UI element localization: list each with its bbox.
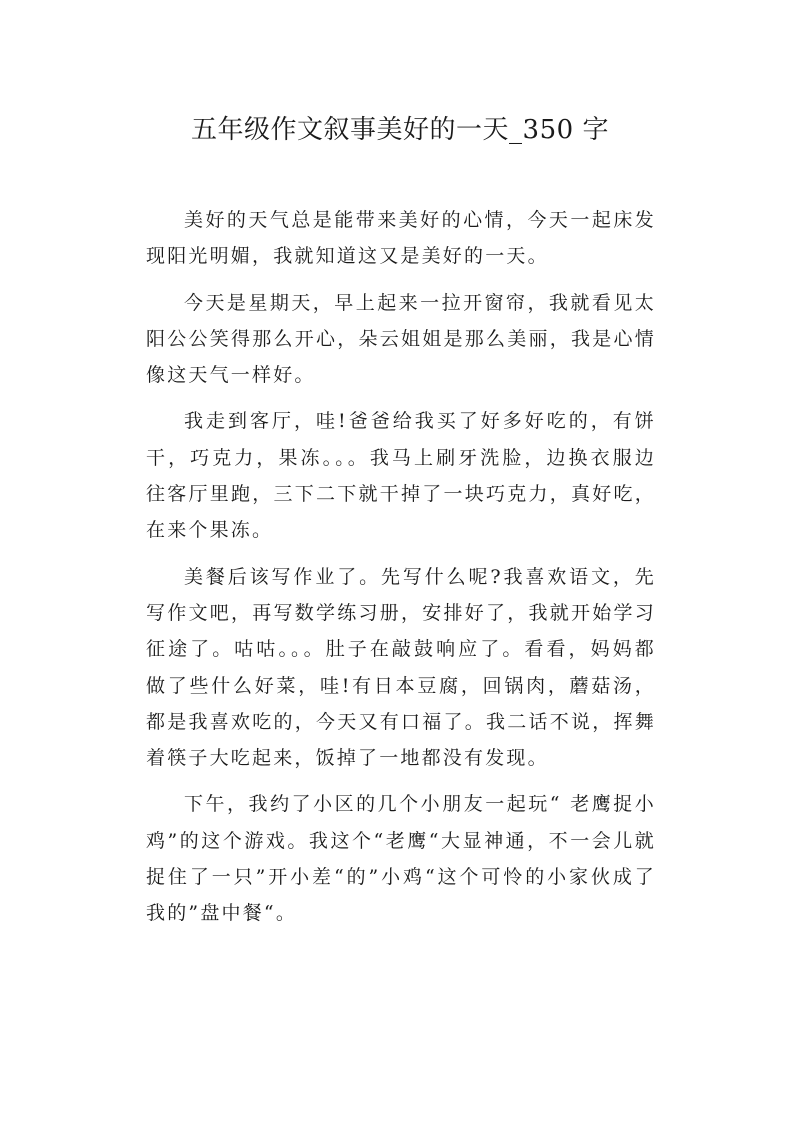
paragraph: 美好的天气总是能带来美好的心情，今天一起床发现阳光明媚，我就知道这又是美好的一天。 xyxy=(146,209,656,268)
document-body xyxy=(146,202,656,942)
document-title: 五年级作文叙事美好的一天_350 字 xyxy=(191,115,609,145)
paragraph: 我走到客厅，哇!爸爸给我买了好多好吃的，有饼干，巧克力，果冻。。。我马上刷牙洗脸，边换衣服边往客厅里跑，三下二下就干掉了一块巧克力，真好吃，在来个果冻。 xyxy=(146,410,656,542)
paragraph: 今天是星期天，早上起来一拉开窗帘，我就看见太阳公公笑得那么开心，朵云姐姐是那么美丽，我是心情像这天气一样好。 xyxy=(146,291,656,387)
paragraph: 美餐后该写作业了。先写什么呢?我喜欢语文，先写作文吧，再写数学练习册，安排好了，我就开始学习征途了。咕咕。。。肚子在敲鼓响应了。看看，妈妈都做了些什么好菜，哇!有日本豆腐，回锅肉，蘑菇汤，都是我喜欢吃的，今天又有口福了。我二话不说，挥舞着筷子大吃起来，饭掉了一地都没有发现。 xyxy=(146,565,656,770)
paragraph: 下午，我约了小区的几个小朋友一起玩“ 老鹰捉小鸡”的这个游戏。我这个“老鹰“大显神通，不一会儿就捉住了一只”开小差“的”小鸡“这个可怜的小家伙成了我的”盘中餐“。 xyxy=(146,793,656,925)
